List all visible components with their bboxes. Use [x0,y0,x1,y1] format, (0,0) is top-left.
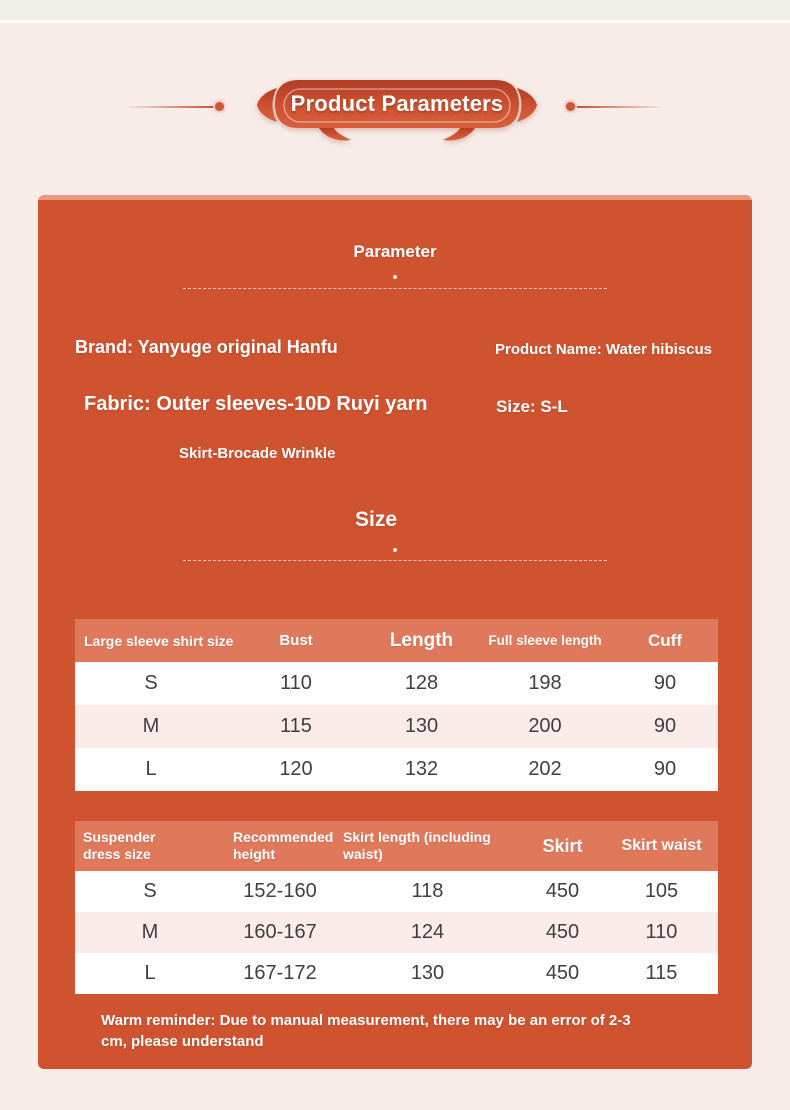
table-cell: 110 [280,672,312,694]
dress-table-header-row [75,821,718,871]
table-cell: 124 [410,921,445,943]
dashed-divider [183,560,607,561]
table-cell: 132 [404,758,439,780]
decorative-dot-right [566,102,575,111]
size-range-text: Size: S-L [496,397,568,416]
table-cell: 200 [528,715,562,737]
table-cell: M [141,921,159,943]
table-cell: 90 [653,758,677,780]
decorative-line-right [577,106,661,108]
table-cell: 115 [280,715,312,737]
table-cell: 450 [545,880,580,902]
size-section-title: Size [354,508,398,531]
header-cell-cuff: Cuff [648,630,682,650]
table-row [75,953,718,994]
table-row [75,912,718,953]
dashed-divider [183,288,607,289]
table-cell: S [144,672,158,694]
shirt-table-header-row [75,619,718,662]
dress-size-table [75,821,718,994]
header-cell-skirt-waist: Skirt waist [621,837,702,854]
header-cell-length: Length [389,629,454,651]
divider-dot [393,548,397,552]
warm-reminder-text: Warm reminder: Due to manual measurement, there may be an error of 2-3 cm, please understand [101,1012,631,1050]
table-cell: 90 [653,672,677,694]
parameter-section-title: Parameter [353,242,437,261]
banner-title: Product Parameters [290,91,504,116]
header-cell-full-sleeve: Full sleeve length [488,633,602,648]
table-cell: 198 [528,672,562,694]
table-cell: 160-167 [243,921,317,943]
table-cell: 118 [411,880,444,902]
header-cell-height: Recommended height [233,828,334,862]
product-name-text: Product Name: Water hibiscus [495,341,712,358]
table-cell: 202 [528,758,562,780]
divider-dot [393,275,397,279]
table-row [75,705,718,748]
table-cell: 450 [545,962,580,984]
decorative-line-left [129,106,213,108]
brand-text: Brand: Yanyuge original Hanfu [75,337,338,357]
table-cell: 120 [279,758,313,780]
table-cell: 130 [404,715,439,737]
table-cell: 450 [545,921,580,943]
decorative-dot-left [215,102,224,111]
table-cell: L [145,758,157,780]
header-cell-skirt: Skirt [542,835,583,856]
table-cell: 110 [645,921,678,943]
table-cell: L [144,962,156,984]
table-cell: 115 [645,962,678,984]
header-cell-skirt-length: Skirt length (including waist) [343,828,491,862]
table-row [75,748,718,791]
table-cell: S [143,880,157,902]
table-cell: 90 [653,715,677,737]
table-cell: 105 [644,880,679,902]
table-cell: 128 [404,672,439,694]
header-cell-dress-size: Suspender dress size [83,828,156,862]
table-row [75,662,718,705]
table-cell: 130 [410,962,445,984]
table-row [75,871,718,912]
table-cell: 152-160 [243,880,317,902]
skirt-fabric-text: Skirt-Brocade Wrinkle [179,445,336,462]
table-cell: M [142,715,160,737]
header-cell-bust: Bust [279,632,313,649]
top-strip [0,0,790,23]
header-cell-shirt-size: Large sleeve shirt size [84,632,234,649]
parameters-card [38,200,752,1069]
fabric-text: Fabric: Outer sleeves-10D Ruyi yarn [84,393,428,415]
table-cell: 167-172 [243,962,317,984]
banner-ribbon [257,78,537,146]
shirt-size-table [75,619,718,791]
